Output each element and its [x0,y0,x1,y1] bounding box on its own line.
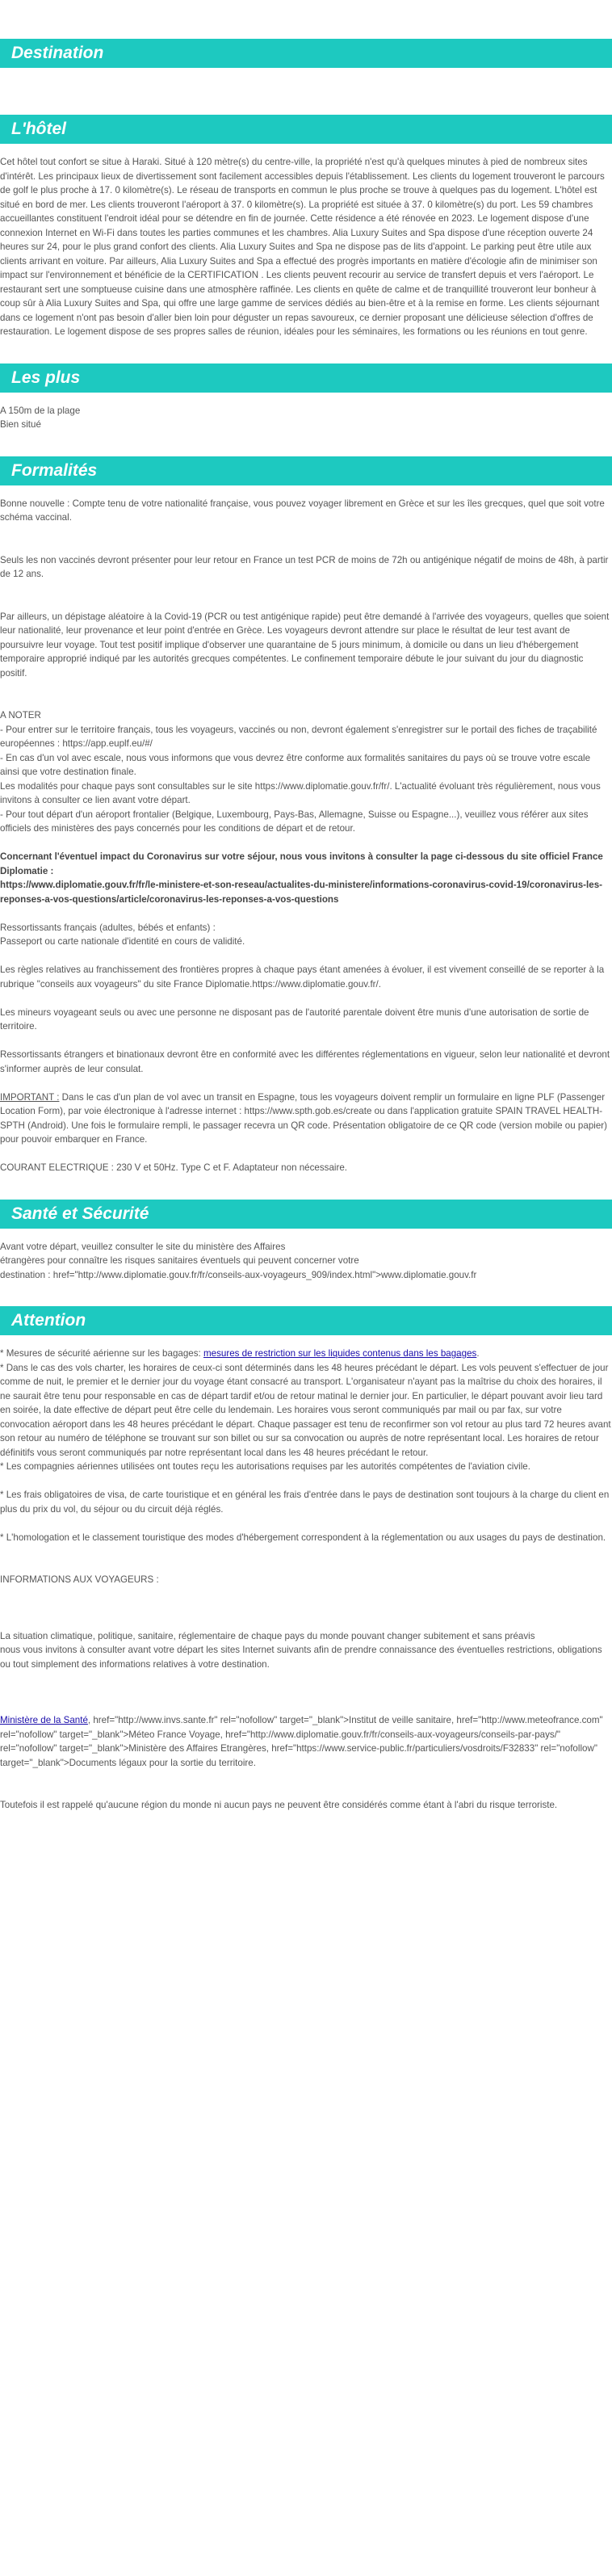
section-header-hotel: L'hôtel [0,115,612,144]
formalites-electric: COURANT ELECTRIQUE : 230 V et 50Hz. Type C et F. Adaptateur non nécessaire. [0,1162,348,1173]
formalites-content [0,497,612,1175]
attention-info-heading: INFORMATIONS AUX VOYAGEURS : [0,1574,159,1585]
attention-charter: * Dans le cas des vols charter, les horaires de ceux-ci sont déterminés dans les 48 heures précédant le départ. Les vols peuvent s'effectuer de jour comme de nuit, le premier et le dernier jour du voyage étant consacré au transport. L'organisateur n'ayant pas la maîtrise du choix des horaires, il ne saurait être tenu pour responsable en cas de départ tardif et/ou de retour matinal le dernier jour. En particulier, le départ pouvant avoir lieu tard en soirée, la date effective de départ peut être celle du lendemain. Les horaires vous seront communiqués par mail ou par fax, sur votre convocation aéroport dans les 48 heures précédant le départ. Chaque passager est tenu de reconfirmer son vol retour au plus tard 72 heures avant son retour au numéro de téléphone se trouvant sur son billet ou sur sa convocation ou auprès de notre représentant local. Les horaires de retour définitifs vous seront communiqués par notre représentant local dans les 48 heures précédant le retour. * Les compagnies aériennes utilisées ont toutes reçu les autorisations requises par les autorités compétentes de l'aviation civile. [0,1362,611,1472]
attention-baggage [0,1347,612,1361]
sante-content [0,1240,612,1283]
liquids-restriction-link[interactable]: mesures de restriction sur les liquides contenus dans les bagages [203,1348,477,1359]
attention-content [0,1347,612,1813]
formalites-important [0,1090,612,1147]
plus-item-beach: A 150m de la plage [0,405,81,416]
section-header-formalites: Formalités [0,456,612,485]
attention-visa: * Les frais obligatoires de visa, de carte touristique et en général les frais d'entrée dans le pays de destination sont toujours à la charge du client en plus du prix du vol, du séjour ou du circuit déjà réglés. [0,1490,612,1515]
plus-item-location: Bien situé [0,419,41,430]
formalites-note: A NOTER - Pour entrer sur le territoire français, tous les voyageurs, vaccinés ou non, devront également s'enregistrer sur le portail des fiches de traçabilité européennes : https://app.euplf.eu/#/ - En cas d'un vol avec escale, nous vous informons que vous devrez être conforme aux formalités sanitaires du pays où se trouve votre escale ainsi que votre destination finale. Les modalités pour chaque pays sont consultables sur le site https://www.diplomatie.gouv.fr/fr/. L'actualité évoluant très régulièrement, nous vous invitons à consulter ce lien avant votre départ. - Pour tout départ d'un aéroport frontalier (Belgique, Luxembourg, Pays-Bas, Allemagne, Suisse ou Espagne...), veuillez vous référer aux sites officiels des ministères des pays concernés pour les conditions de départ et de retour. [0,710,601,834]
attention-terrorism: Toutefois il est rappelé qu'aucune région du monde ni aucun pays ne peuvent être considérés comme étant à l'abri du risque terroriste. [0,1800,558,1810]
formalites-unvaccinated: Seuls les non vaccinés devront présenter pour leur retour en France un test PCR de moins de 72h ou antigénique négatif de moins de 48h, à partir de 12 ans. [0,554,611,579]
formalites-minors: Les mineurs voyageant seuls ou avec une personne ne disposant pas de l'autorité parentale doivent être munis d'une autorisation de sortie de territoire. [0,1006,592,1032]
formalites-good-news: Bonne nouvelle : Compte tenu de votre nationalité française, vous pouvez voyager librement en Grèce et sur les îles grecques, quel que soit votre schéma vaccinal. [0,498,608,523]
formalites-coronavirus [0,850,612,906]
important-label: IMPORTANT : [0,1091,60,1103]
formalites-coronavirus-text: Concernant l'éventuel impact du Coronavirus sur votre séjour, nous vous invitons à consulter la page ci-dessous du site officiel France Diplomatie : https://www.diplomatie.gouv.fr/fr/le-ministere-et-son-reseau/actualites-du-ministere/informations-coronavirus-covid-19/coronavirus-les-reponses-a-vos-questions/article/coronavirus-les-reponses-a-vos-questions [0,851,603,905]
plus-list [0,404,612,432]
formalites-borders: Les règles relatives au franchissement des frontières propres à chaque pays étant amenées à évoluer, il est vivement conseillé de se reporter à la rubrique "conseils aux voyageurs" du site France Diplomatie.https://www.diplomatie.gouv.fr/. [0,964,607,990]
hotel-description-text: Cet hôtel tout confort se situe à Haraki. Situé à 120 mètre(s) du centre-ville, la propriété n'est qu'à quelques minutes à pied de nombreux sites d'intérêt. Les principaux lieux de divertissement sont facilement accessibles depuis l'établissement. Les clients du logement trouveront le parcours de golf le plus proche à 17. 0 kilomètre(s). Le réseau de transports en commun le plus proche se trouve à quelques pas du logement. L'hôtel est situé en bord de mer. Les clients trouveront l'aéroport à 37. 0 kilomètre(s). La propriété est située à 37. 0 kilomètre(s) du port. Les 59 chambres accueillantes constituent l'endroit idéal pour se détendre en fin de journée. Cette résidence a été rénovée en 2023. Le logement dispose d'une connexion Internet en Wi-Fi dans toutes les parties communes et les chambres. Alia Luxury Suites and Spa dispose d'une réception ouverte 24 heures sur 24, pour le plus grand confort des clients. Alia Luxury Suites and Spa ne dispose pas de lits d'appoint. Le parking peut être utile aux clients arrivant en voiture. Par ailleurs, Alia Luxury Suites and Spa a effectué des progrès importants en matière d'écologie afin de minimiser son impact sur l'environnement et bénéficie de la CERTIFICATION . Les clients peuvent recourir au service de transfert depuis et vers l'aéroport. Le restaurant sert une somptueuse cuisine dans une atmosphère raffinée. Les clients en quête de calme et de tranquillité trouveront leur bonheur à coup sûr à Alia Luxury Suites and Spa, qui offre une large gamme de services dédiés au bien-être et à la remise en forme. Les clients séjournant dans ce logement n'ont pas besoin d'aller bien loin pour déguster un repas savoureux, ce dernier proposant une délicieuse sélection d'offres de restauration. Le logement dispose de ses propres salles de réunion, idéales pour les séminaires, les formations ou les réunions en tout genre. [0,157,607,337]
formalites-random-testing: Par ailleurs, un dépistage aléatoire à la Covid-19 (PCR ou test antigénique rapide) peut être demandé à l'arrivée des voyageurs, quelles que soient leur nationalité, leur provenance et leur point d'entrée en Grèce. Les voyageurs devront attendre sur place le résultat de leur test avant de poursuivre leur voyage. Tout test positif implique d'observer une quarantaine de 5 jours minimum, à domicile ou dans un lieu d'hébergement temporaire approprié indiqué par les autorités grecques compétentes. Le confinement temporaire débute le jour suivant du jour du diagnostic positif. [0,611,612,679]
ministry-health-link[interactable]: Ministère de la Santé [0,1715,88,1725]
section-header-plus: Les plus [0,363,612,393]
attention-classification: * L'homologation et le classement touristique des modes d'hébergement correspondent à la réglementation ou aux usages du pays de destination. [0,1532,606,1543]
sante-text: Avant votre départ, veuillez consulter le site du ministère des Affaires étrangères pour connaître les risques sanitaires éventuels qui peuvent concerner votre destination : href="http://www.diplomatie.gouv.fr/fr/conseils-aux-voyageurs_909/index.html">www.diplomatie.gouv.fr [0,1241,477,1280]
baggage-suffix: . [476,1348,480,1359]
baggage-prefix: * Mesures de sécurité aérienne sur les bagages: [0,1348,203,1359]
attention-situation: La situation climatique, politique, sanitaire, réglementaire de chaque pays du monde pouvant changer subitement et sans préavis nous vous invitons à consulter avant votre départ les sites Internet suivants afin de prendre connaissance des éventuelles restrictions, obligations ou tout simplement des informations relatives à votre destination. [0,1630,602,1670]
section-header-destination: Destination [0,39,612,68]
formalites-foreigners: Ressortissants étrangers et binationaux devront être en conformité avec les différentes réglementations en vigueur, selon leur nationalité et devront s'informer auprès de leur consulat. [0,1049,610,1074]
section-header-attention: Attention [0,1306,612,1335]
hotel-description [0,155,612,339]
attention-links [0,1713,612,1770]
formalites-french-nationals: Ressortissants français (adultes, bébés et enfants) : Passeport ou carte nationale d'identité en cours de validité. [0,922,245,947]
section-header-sante: Santé et Sécurité [0,1200,612,1229]
important-text: Dans le cas d'un plan de vol avec un transit en Espagne, tous les voyageurs doivent remplir un formulaire en ligne PLF (Passenger Location Form), par voie électronique à l'adresse internet : https://www.spth.gob.es/create ou dans l'application gratuite SPAIN TRAVEL HEALTH-SPTH (Android). Une fois le formulaire rempli, le passager recevra un QR code. Présentation obligatoire de ce QR code (version mobile ou papier) pour pouvoir embarquer en France. [0,1091,610,1145]
links-text: , href="http://www.invs.sante.fr" rel="nofollow" target="_blank">Institut de veille sanitaire, href="http://www.meteofrance.com" rel="nofollow" target="_blank">Méteo France Voyage, href="http://www.diplomatie.gouv.fr/fr/conseils-aux-voyageurs/conseils-par-pays/" rel="nofollow" target="_blank">Ministère des Affaires Etrangères, href="https://www.service-public.fr/particuliers/vosdroits/F32833" rel="nofollow" target="_blank">Documents légaux pour la sortie du territoire. [0,1715,606,1768]
